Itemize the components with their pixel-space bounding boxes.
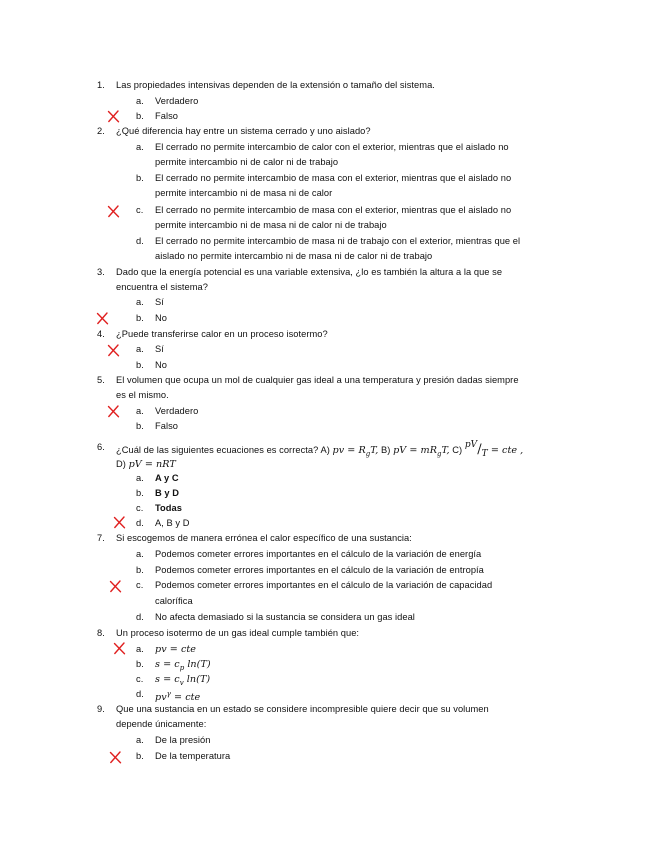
option-text: De la temperatura xyxy=(155,751,231,761)
equation-d: pV = nRT xyxy=(128,459,176,470)
option-text: Podemos cometer errores importantes en el cálculo de la variación de capacidad xyxy=(155,580,493,590)
option-text: Falso xyxy=(155,111,178,121)
question-text: Las propiedades intensivas dependen de la extensión o tamaño del sistema. xyxy=(116,80,435,90)
option-letter: d. xyxy=(136,236,144,246)
answer-cross-icon xyxy=(107,405,120,418)
answer-cross-icon xyxy=(113,642,126,655)
answer-cross-icon xyxy=(109,580,122,593)
option-text: El cerrado no permite intercambio de masa ni de trabajo con el exterior, mientras que el xyxy=(155,236,521,246)
question-text: ¿Qué diferencia hay entre un sistema cerrado y uno aislado? xyxy=(116,126,371,136)
question-text: es el mismo. xyxy=(116,390,169,400)
option-letter: d. xyxy=(136,689,144,699)
answer-cross-icon xyxy=(109,751,122,764)
option-letter: a. xyxy=(136,549,144,559)
option-text: aislado no permite intercambio ni de masa ni de calor ni de trabajo xyxy=(155,251,433,261)
option-text: permite intercambio ni de masa ni de calor xyxy=(155,188,333,198)
question-text: depende únicamente: xyxy=(116,719,207,729)
question-text: Un proceso isotermo de un gas ideal cumple también que: xyxy=(116,628,360,638)
question-number: 6. xyxy=(97,442,105,452)
option-letter: b. xyxy=(136,659,144,669)
question-text-prefix: ¿Cuál de las siguientes ecuaciones es correcta? A) xyxy=(116,445,330,456)
question-number: 7. xyxy=(97,533,105,543)
option-letter: a. xyxy=(136,473,144,483)
option-text: calorífica xyxy=(155,596,193,606)
question-text: encuentra el sistema? xyxy=(116,282,209,292)
question-number: 3. xyxy=(97,267,105,277)
option-letter: b. xyxy=(136,565,144,575)
option-letter: b. xyxy=(136,313,144,323)
question-text: ¿Puede transferirse calor en un proceso isotermo? xyxy=(116,329,328,339)
option-text: Podemos cometer errores importantes en el cálculo de la variación de entropía xyxy=(155,565,484,575)
option-text: Verdadero xyxy=(155,96,199,106)
option-text: Sí xyxy=(155,344,164,354)
answer-cross-icon xyxy=(113,516,126,529)
option-letter: b. xyxy=(136,751,144,761)
question-text xyxy=(116,441,523,461)
option-letter: a. xyxy=(136,406,144,416)
option-text: permite intercambio ni de masa ni de calor ni de trabajo xyxy=(155,220,387,230)
option-letter: c. xyxy=(136,205,144,215)
option-letter: a. xyxy=(136,644,144,654)
option-equation: $s = c_v$ ln(T) xyxy=(155,674,211,687)
option-letter: b. xyxy=(136,360,144,370)
question-number: 8. xyxy=(97,628,105,638)
option-letter: c. xyxy=(136,674,144,684)
question-number: 9. xyxy=(97,704,105,714)
option-text: No xyxy=(155,360,167,370)
question-text: El volumen que ocupa un mol de cualquier gas ideal a una temperatura y presión dadas siempre xyxy=(116,375,519,385)
option-letter: b. xyxy=(136,111,144,121)
answer-cross-icon xyxy=(107,110,120,123)
option-text: Podemos cometer errores importantes en el cálculo de la variación de energía xyxy=(155,549,482,559)
option-text: permite intercambio ni de calor ni de trabajo xyxy=(155,157,339,167)
question-number: 2. xyxy=(97,126,105,136)
option-letter: a. xyxy=(136,735,144,745)
question-text: Que una sustancia en un estado se considere incompresible quiere decir que su volumen xyxy=(116,704,489,714)
question-number: 5. xyxy=(97,375,105,385)
question-text: Si escogemos de manera errónea el calor específico de una sustancia: xyxy=(116,533,412,543)
option-letter: b. xyxy=(136,421,144,431)
option-text: A y C xyxy=(155,473,179,483)
option-letter: a. xyxy=(136,297,144,307)
option-letter: a. xyxy=(136,344,144,354)
option-letter: a. xyxy=(136,96,144,106)
option-text: El cerrado no permite intercambio de masa con el exterior, mientras que el aislado no xyxy=(155,205,512,215)
question-text xyxy=(116,458,176,471)
equation-label-c: C) xyxy=(452,445,463,456)
option-equation: $pv^\gamma$ = cte xyxy=(155,690,201,704)
option-letter: d. xyxy=(136,518,144,528)
equation-c: $^{pV}/_T$ = cte , xyxy=(464,440,524,460)
option-text: De la presión xyxy=(155,735,211,745)
question-number: 4. xyxy=(97,329,105,339)
option-letter: c. xyxy=(136,503,144,513)
option-letter: b. xyxy=(136,488,144,498)
equation-label-b: B) xyxy=(381,445,391,456)
option-text: No afecta demasiado si la sustancia se considera un gas ideal xyxy=(155,612,415,622)
answer-cross-icon xyxy=(107,205,120,218)
option-equation: pv = cte xyxy=(155,644,197,655)
option-letter: a. xyxy=(136,142,144,152)
equation-a: pv = $R_gT$, xyxy=(332,445,379,459)
option-text: Verdadero xyxy=(155,406,199,416)
option-letter: b. xyxy=(136,173,144,183)
option-text: Falso xyxy=(155,421,178,431)
option-text: No xyxy=(155,313,167,323)
option-text: Sí xyxy=(155,297,164,307)
option-equation: $s = c_p$ ln(T) xyxy=(155,659,211,672)
answer-cross-icon xyxy=(107,344,120,357)
option-text: El cerrado no permite intercambio de calor con el exterior, mientras que el aislado no xyxy=(155,142,509,152)
option-letter: c. xyxy=(136,580,144,590)
option-text: B y D xyxy=(155,488,180,498)
option-letter: d. xyxy=(136,612,144,622)
option-text: A, B y D xyxy=(155,518,190,528)
question-text: Dado que la energía potencial es una variable extensiva, ¿lo es también la altura a la que se xyxy=(116,267,503,277)
equation-b: pV = $mR_gT$, xyxy=(393,445,450,459)
answer-cross-icon xyxy=(96,312,109,325)
question-number: 1. xyxy=(97,80,105,90)
option-text: El cerrado no permite intercambio de masa con el exterior, mientras que el aislado no xyxy=(155,173,512,183)
equation-label-d: D) xyxy=(116,459,126,469)
option-text: Todas xyxy=(155,503,182,513)
